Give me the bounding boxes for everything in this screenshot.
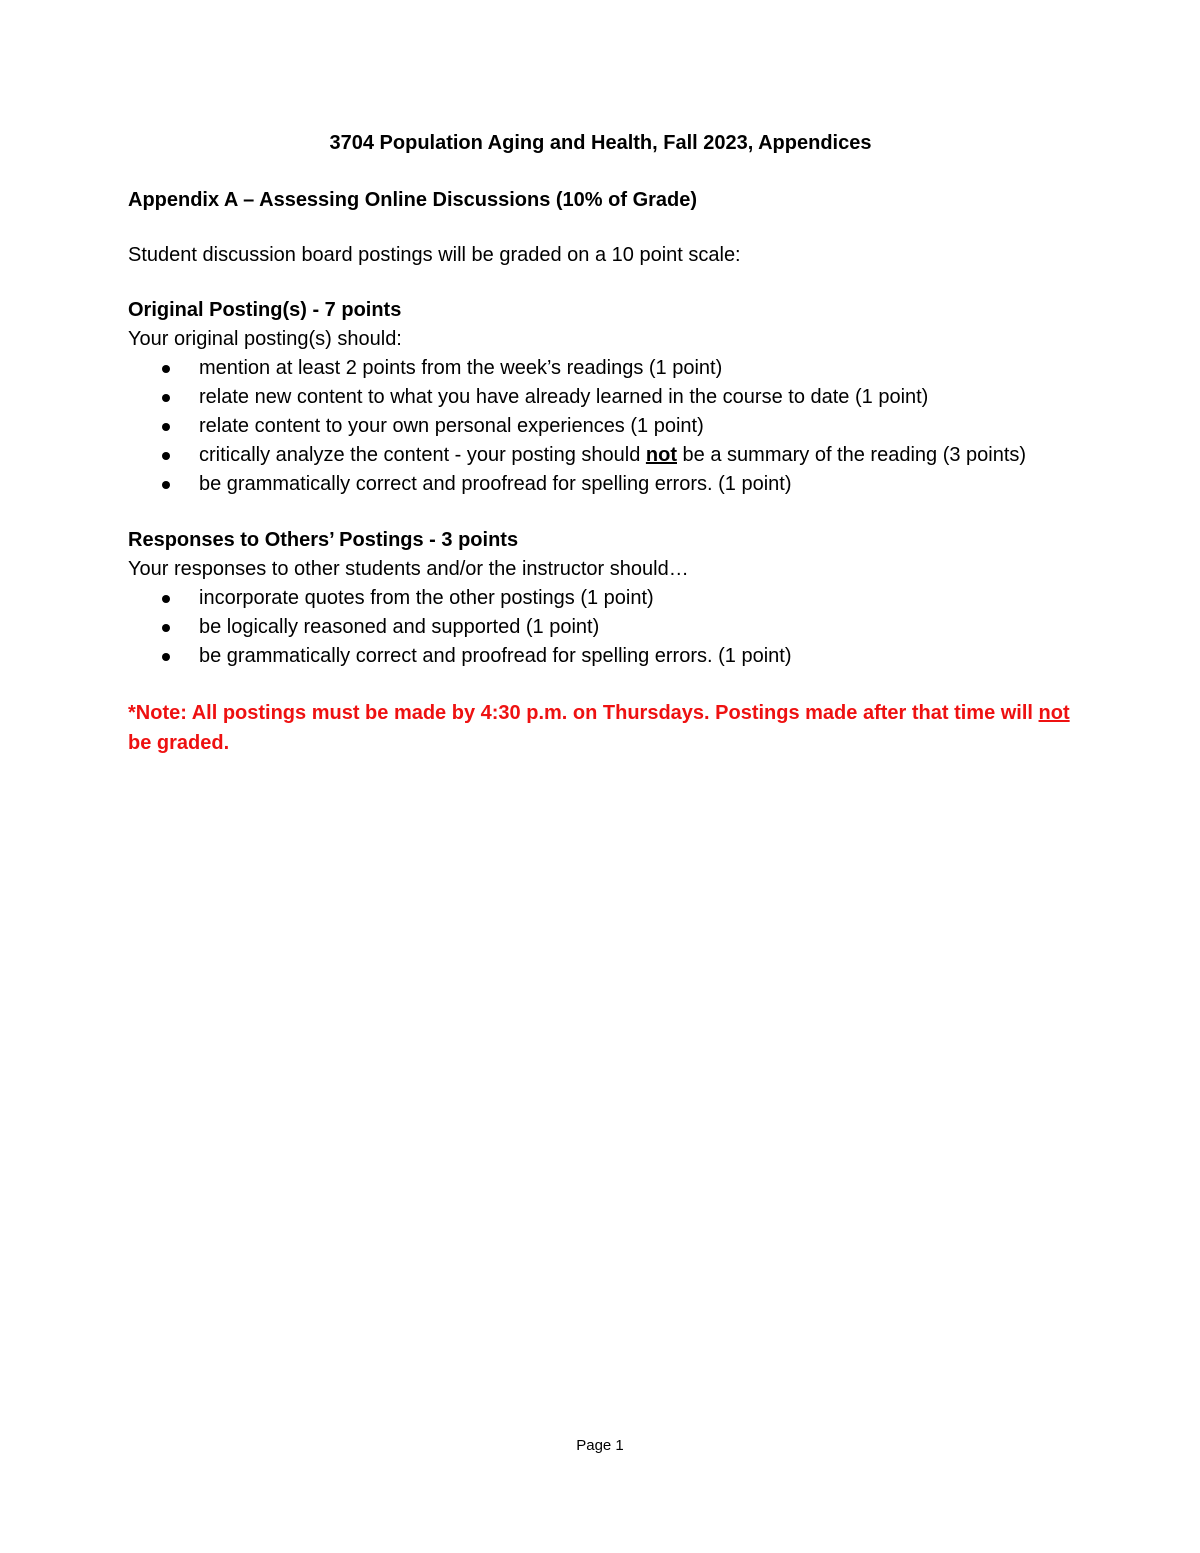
bullet-icon [162,624,170,632]
appendix-heading: Appendix A – Assessing Online Discussions (10% of Grade) [128,189,698,211]
responses-heading: Responses to Others’ Postings - 3 points [128,529,519,551]
responses-intro: Your responses to other students and/or the instructor should… [128,558,689,580]
page-number: Page 1 [576,1437,624,1454]
emphasis-not: not [645,444,677,466]
list-item-text-after: be a summary of the reading (3 points) [677,444,1027,466]
bullet-icon [162,423,170,431]
bullet-icon [162,653,170,661]
original-posting-heading: Original Posting(s) - 7 points [128,299,402,321]
bullet-icon [162,365,170,373]
list-item [128,642,1073,671]
list-item-text: mention at least 2 points from the week’s readings (1 point) [199,357,723,379]
list-item [128,441,1073,470]
bullet-icon [162,452,170,460]
note-text-before: *Note: All postings must be made by 4:30 p.m. on Thursdays. Postings made after that time will [128,702,1039,724]
document-body [128,128,1073,758]
deadline-note [128,698,1073,758]
original-posting-list [128,354,1073,499]
list-item [128,354,1073,383]
emphasis-not: not [1038,702,1070,724]
list-item-text: incorporate quotes from the other postings (1 point) [199,587,654,609]
list-item-text: be grammatically correct and proofread for spelling errors. (1 point) [199,645,792,667]
list-item [128,412,1073,441]
list-item-text: relate new content to what you have already learned in the course to date (1 point) [199,386,929,408]
list-item-text-before: critically analyze the content - your posting should [199,444,646,466]
list-item [128,470,1073,499]
bullet-icon [162,481,170,489]
original-posting-intro: Your original posting(s) should: [128,328,402,350]
bullet-icon [162,595,170,603]
grading-intro: Student discussion board postings will be graded on a 10 point scale: [128,244,741,266]
list-item [128,613,1073,642]
list-item-text: be grammatically correct and proofread for spelling errors. (1 point) [199,473,792,495]
list-item-text: relate content to your own personal experiences (1 point) [199,415,704,437]
note-text-after: be graded. [128,732,230,754]
list-item-text: be logically reasoned and supported (1 point) [199,616,600,638]
document-title: 3704 Population Aging and Health, Fall 2023, Appendices [329,132,872,154]
list-item [128,383,1073,412]
responses-list [128,584,1073,671]
bullet-icon [162,394,170,402]
list-item [128,584,1073,613]
